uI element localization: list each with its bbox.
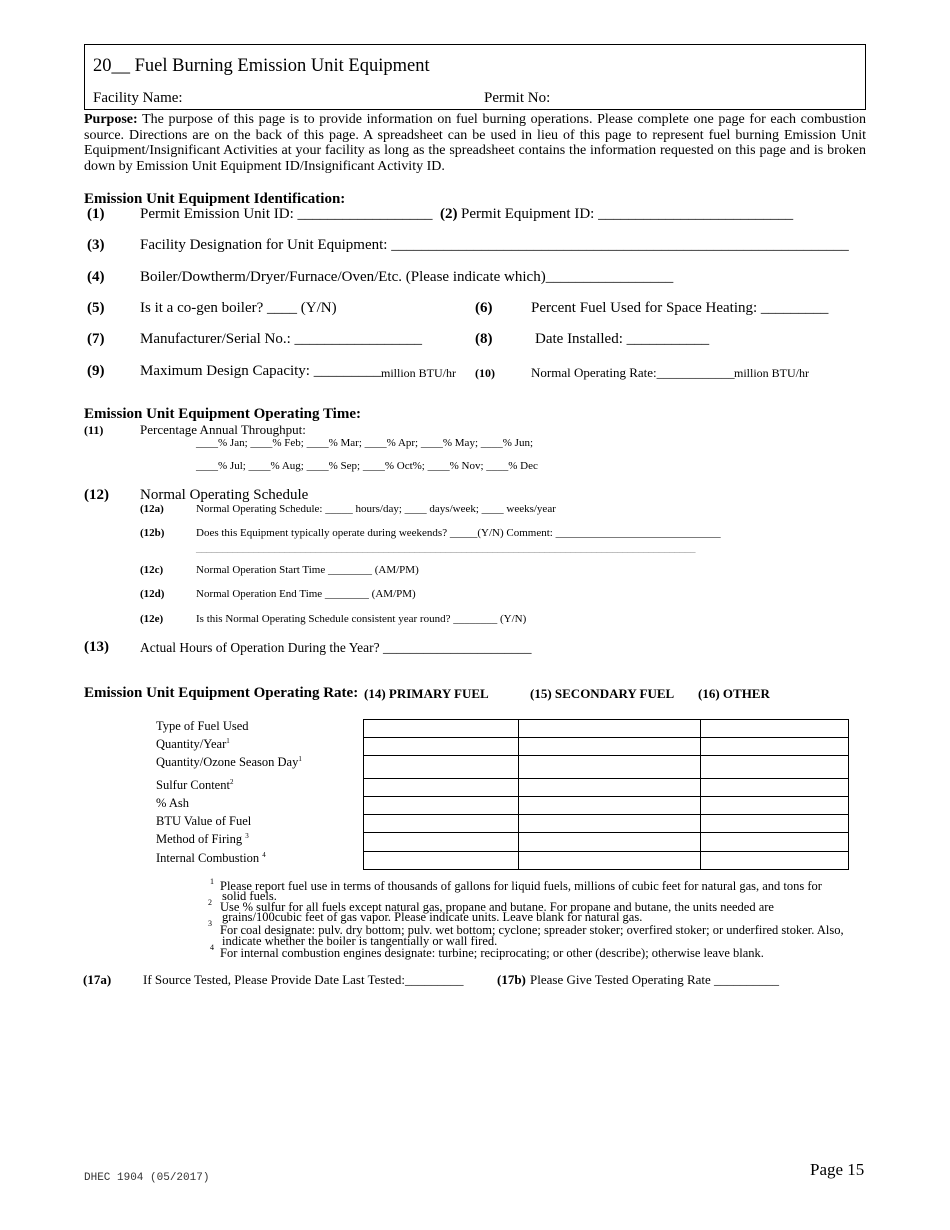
primary-fuel-cell[interactable] xyxy=(364,756,519,779)
fuel-row-label xyxy=(156,851,266,866)
item-number-12c: (12c) xyxy=(140,564,164,576)
footnote-1-marker: 1 xyxy=(210,877,214,886)
permit-emission-unit-id-field[interactable]: Permit Emission Unit ID: __________________ xyxy=(140,206,433,222)
item-number-11: (11) xyxy=(84,423,104,437)
fuel-row-label xyxy=(156,778,233,793)
fuel-row-footnote-ref: 2 xyxy=(229,778,234,786)
fuel-table-row xyxy=(364,779,849,797)
facility-designation-field[interactable]: Facility Designation for Unit Equipment: _____________________________________________________________ xyxy=(140,237,849,253)
item-number-13: (13) xyxy=(84,639,109,655)
fuel-row-footnote-ref: 1 xyxy=(226,737,230,745)
date-installed-field[interactable]: Date Installed: ___________ xyxy=(535,331,710,347)
equipment-type-field[interactable]: Boiler/Dowtherm/Dryer/Furnace/Oven/Etc. (Please indicate which)_________________ xyxy=(140,269,674,285)
item-number-8: (8) xyxy=(475,331,493,347)
primary-fuel-cell[interactable] xyxy=(364,833,519,852)
months-row-2[interactable]: ____% Jul; ____% Aug; ____% Sep; ____% Oct%; ____% Nov; ____% Dec xyxy=(196,460,538,472)
item-number-4: (4) xyxy=(87,269,105,285)
item-number-9: (9) xyxy=(87,363,105,379)
secondary-fuel-cell[interactable] xyxy=(519,815,701,833)
date-last-tested-field[interactable]: If Source Tested, Please Provide Date Last Tested:_________ xyxy=(143,972,464,987)
item-number-5: (5) xyxy=(87,300,105,316)
page-number: Page 15 xyxy=(810,1160,865,1179)
footnote-3-line-a: For coal designate: pulv. dry bottom; pulv. wet bottom; cyclone; spreader stoker; overfired stoker; or underfired stoker. Also, xyxy=(220,923,844,937)
secondary-fuel-cell[interactable] xyxy=(519,756,701,779)
fuel-table-row xyxy=(364,738,849,756)
secondary-fuel-cell[interactable] xyxy=(519,779,701,797)
other-fuel-cell[interactable] xyxy=(701,833,849,852)
footnote-3-line-b: indicate whether the boiler is tangentially or wall fired. xyxy=(222,934,498,948)
fuel-row-label-text: Internal Combustion xyxy=(156,851,263,866)
fuel-row-label-text: Quantity/Ozone Season Day xyxy=(156,755,299,770)
primary-fuel-cell[interactable] xyxy=(364,738,519,756)
identification-heading: Emission Unit Equipment Identification: xyxy=(84,191,346,207)
comment-continuation-line[interactable]: ________________________________________________________________________________________________ xyxy=(196,542,696,554)
fuel-row-label-text: Sulfur Content xyxy=(156,778,230,793)
footnote-4-line-a: For internal combustion engines designate: turbine; reciprocating; or other (describe); otherwise leave blank. xyxy=(220,946,764,960)
item-number-12e: (12e) xyxy=(140,613,164,625)
fuel-row-label xyxy=(156,796,189,811)
operating-rate-heading: Emission Unit Equipment Operating Rate: xyxy=(84,685,359,701)
start-time-field[interactable]: Normal Operation Start Time ________ (AM/PM) xyxy=(196,564,419,576)
footnote-3-marker: 3 xyxy=(208,919,212,928)
item-number-17b: (17b) xyxy=(497,972,526,987)
fuel-table-row xyxy=(364,756,849,779)
fuel-row-label-text: Method of Firing xyxy=(156,832,246,847)
fuel-row-footnote-ref: 1 xyxy=(298,755,302,763)
other-fuel-cell[interactable] xyxy=(701,720,849,738)
item-number-12: (12) xyxy=(84,487,109,503)
item-number-10: (10) xyxy=(475,366,495,380)
purpose-paragraph xyxy=(84,112,866,174)
footnote-2-line-a: Use % sulfur for all fuels except natural gas, propane and butane. For propane and butane, the units needed are xyxy=(220,900,774,914)
end-time-field[interactable]: Normal Operation End Time ________ (AM/PM) xyxy=(196,588,416,600)
item-number-17a: (17a) xyxy=(83,972,112,987)
secondary-fuel-cell[interactable] xyxy=(519,797,701,815)
fuel-row-footnote-ref: 3 xyxy=(245,832,249,840)
permit-no-label[interactable]: Permit No: xyxy=(484,90,551,106)
col-secondary-fuel: (15) SECONDARY FUEL xyxy=(530,686,675,701)
item-number-12a: (12a) xyxy=(140,503,164,515)
other-fuel-cell[interactable] xyxy=(701,815,849,833)
permit-equipment-id-field[interactable]: Permit Equipment ID: __________________________ xyxy=(461,206,794,222)
page-title: 20__ Fuel Burning Emission Unit Equipment xyxy=(93,56,430,76)
primary-fuel-cell[interactable] xyxy=(364,720,519,738)
other-fuel-cell[interactable] xyxy=(701,797,849,815)
form-id: DHEC 1904 (05/2017) xyxy=(84,1172,210,1184)
normal-operating-rate-unit: million BTU/hr xyxy=(734,366,809,380)
max-design-capacity-field[interactable]: Maximum Design Capacity: _________ xyxy=(140,363,382,379)
fuel-row-label-text: Type of Fuel Used xyxy=(156,719,249,734)
item-number-1: (1) xyxy=(87,206,105,222)
primary-fuel-cell[interactable] xyxy=(364,815,519,833)
footnote-2-marker: 2 xyxy=(208,898,212,907)
fuel-row-label xyxy=(156,832,249,847)
fuel-row-label-text: BTU Value of Fuel xyxy=(156,814,252,829)
space-heating-percent-field[interactable]: Percent Fuel Used for Space Heating: _________ xyxy=(531,300,829,316)
other-fuel-cell[interactable] xyxy=(701,738,849,756)
fuel-row-label-text: % Ash xyxy=(156,796,189,811)
fuel-table-row xyxy=(364,852,849,870)
item-number-3: (3) xyxy=(87,237,105,253)
other-fuel-cell[interactable] xyxy=(701,779,849,797)
fuel-row-label xyxy=(156,737,230,752)
footnote-1-line-a: Please report fuel use in terms of thousands of gallons for liquid fuels, millions of cubic feet for natural gas, and tons for xyxy=(220,879,822,893)
secondary-fuel-cell[interactable] xyxy=(519,720,701,738)
header-box xyxy=(84,44,866,110)
operating-time-heading: Emission Unit Equipment Operating Time: xyxy=(84,406,361,422)
fuel-row-label xyxy=(156,814,251,829)
primary-fuel-cell[interactable] xyxy=(364,797,519,815)
primary-fuel-cell[interactable] xyxy=(364,852,519,870)
other-fuel-cell[interactable] xyxy=(701,756,849,779)
normal-operating-schedule-label: Normal Operating Schedule xyxy=(140,487,309,503)
footnote-4-marker: 4 xyxy=(210,943,214,952)
purpose-label: Purpose: xyxy=(84,112,138,127)
col-primary-fuel: (14) PRIMARY FUEL xyxy=(364,686,489,701)
item-number-2: (2) xyxy=(440,206,458,222)
fuel-row-label xyxy=(156,719,249,734)
footnote-1-line-b: solid fuels. xyxy=(222,889,277,903)
max-design-capacity-unit: million BTU/hr xyxy=(381,366,456,380)
months-row-1[interactable]: ____% Jan; ____% Feb; ____% Mar; ____% Apr; ____% May; ____% Jun; xyxy=(196,437,533,449)
fuel-table xyxy=(363,719,849,870)
fuel-row-label xyxy=(156,755,302,770)
purpose-text: The purpose of this page is to provide information on fuel burning operations. Please complete one page for each combustion source. Directions are on the back of this page. A spreadsheet can be used in lieu of this page to represent fuel burning Emission Unit Equipment/Insignificant Activities at your facility as long as the spreadsheet contains the information requested on this page and is broken down by Emission Unit Equipment ID/Insignificant Activity ID. xyxy=(84,112,867,174)
annual-throughput-label: Percentage Annual Throughput: xyxy=(140,422,306,437)
year-round-field[interactable]: Is this Normal Operating Schedule consistent year round? ________ (Y/N) xyxy=(196,613,527,625)
fuel-row-label-text: Quantity/Year xyxy=(156,737,227,752)
col-other: (16) OTHER xyxy=(698,686,770,701)
item-number-12b: (12b) xyxy=(140,527,165,539)
cogen-boiler-field[interactable]: Is it a co-gen boiler? ____ (Y/N) xyxy=(140,300,337,316)
fuel-table-row xyxy=(364,720,849,738)
normal-operating-rate-field[interactable]: Normal Operating Rate:____________ xyxy=(531,365,735,380)
item-number-7: (7) xyxy=(87,331,105,347)
item-number-6: (6) xyxy=(475,300,493,316)
footnote-2-line-b: grains/100cubic feet of gas vapor. Please indicate units. Leave blank for natural gas. xyxy=(222,910,643,924)
weekend-operation-field[interactable]: Does this Equipment typically operate during weekends? _____(Y/N) Comment: ______________________________ xyxy=(196,527,721,539)
manufacturer-serial-field[interactable]: Manufacturer/Serial No.: _________________ xyxy=(140,331,423,347)
secondary-fuel-cell[interactable] xyxy=(519,852,701,870)
secondary-fuel-cell[interactable] xyxy=(519,833,701,852)
other-fuel-cell[interactable] xyxy=(701,852,849,870)
actual-hours-field[interactable]: Actual Hours of Operation During the Year? ______________________ xyxy=(140,640,532,655)
secondary-fuel-cell[interactable] xyxy=(519,738,701,756)
facility-name-label[interactable]: Facility Name: xyxy=(93,90,183,106)
fuel-row-footnote-ref: 4 xyxy=(262,851,266,859)
schedule-hours-days-weeks-field[interactable]: Normal Operating Schedule: _____ hours/day; ____ days/week; ____ weeks/year xyxy=(196,503,556,515)
fuel-table-row xyxy=(364,815,849,833)
fuel-table-row xyxy=(364,797,849,815)
fuel-table-row xyxy=(364,833,849,852)
tested-operating-rate-field[interactable]: Please Give Tested Operating Rate __________ xyxy=(530,972,780,987)
primary-fuel-cell[interactable] xyxy=(364,779,519,797)
item-number-12d: (12d) xyxy=(140,588,165,600)
